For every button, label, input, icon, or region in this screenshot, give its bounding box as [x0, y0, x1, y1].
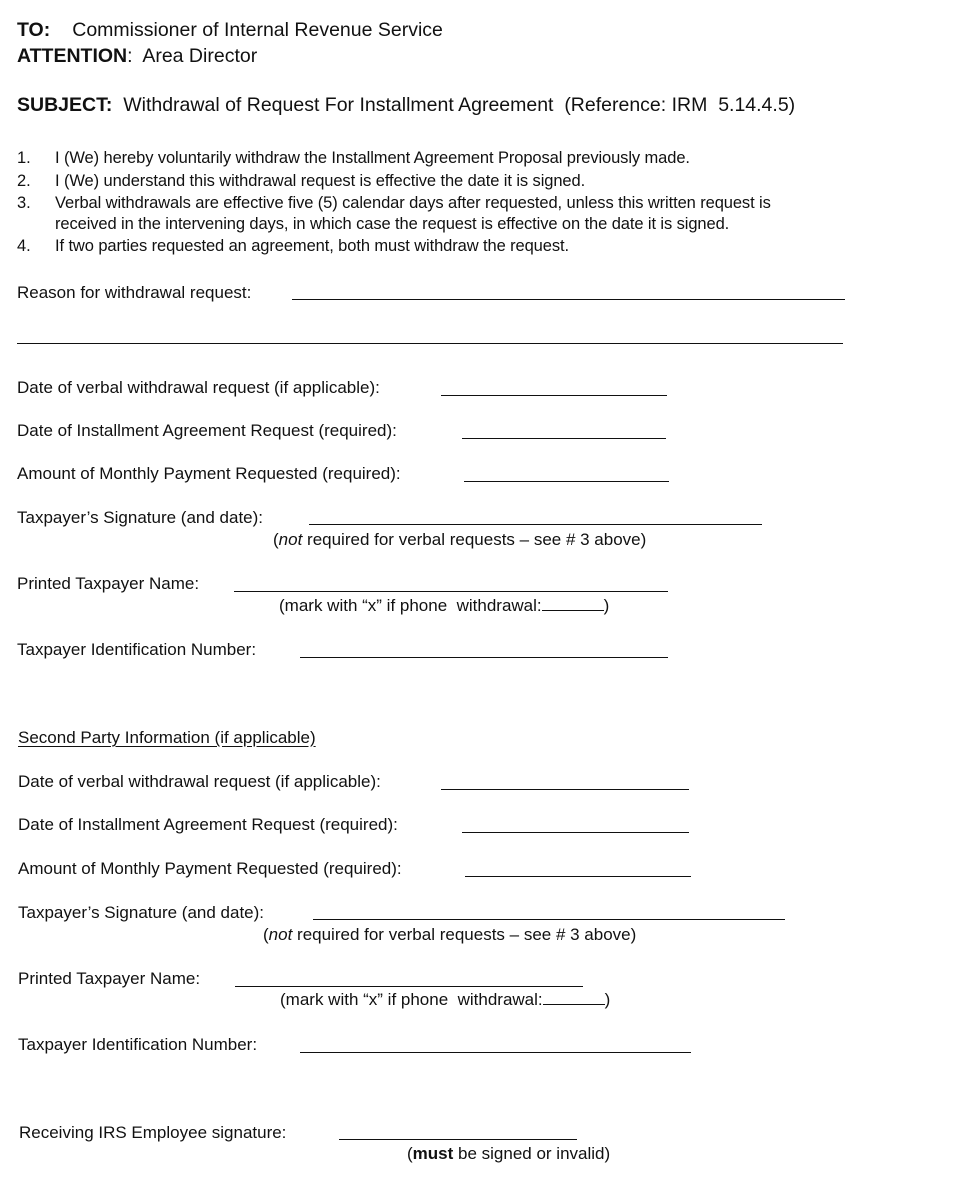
second-tin-label: Taxpayer Identification Number: [18, 1035, 258, 1054]
phone-withdrawal-mark-field[interactable] [542, 596, 604, 611]
item-number: 4. [17, 237, 31, 255]
second-printed-name-field[interactable] [235, 986, 583, 987]
note-bold: must [412, 1144, 454, 1163]
verbal-date-field[interactable] [441, 395, 667, 396]
note-text: (mark with “x” if phone withdrawal: [279, 596, 542, 615]
attention-colon: : [127, 45, 133, 67]
second-verbal-date-label: Date of verbal withdrawal request (if applicable): [18, 772, 381, 791]
verbal-date-label: Date of verbal withdrawal request (if applicable): [17, 378, 380, 397]
subject-line [17, 94, 795, 117]
item-text: Verbal withdrawals are effective five (5) calendar days after requested, unless this written request is [55, 194, 771, 212]
second-monthly-amount-field[interactable] [465, 876, 691, 877]
second-signature-note [263, 925, 636, 945]
note-open: ( [273, 530, 279, 549]
signature-note [273, 530, 646, 550]
reason-field-line2[interactable] [17, 343, 843, 344]
attention-label: ATTENTION [17, 45, 128, 67]
signature-field[interactable] [309, 524, 762, 525]
second-signature-field[interactable] [313, 919, 785, 920]
note-rest: required for verbal requests – see # 3 above) [292, 925, 637, 944]
reason-label: Reason for withdrawal request: [17, 283, 252, 302]
monthly-amount-field[interactable] [464, 481, 669, 482]
second-monthly-amount-label: Amount of Monthly Payment Requested (required): [18, 859, 402, 878]
tin-field[interactable] [300, 657, 668, 658]
ia-date-field[interactable] [462, 438, 666, 439]
irs-employee-signature-label: Receiving IRS Employee signature: [19, 1123, 287, 1142]
attention-line [17, 45, 257, 68]
phone-withdrawal-note [279, 596, 609, 616]
second-tin-field[interactable] [300, 1052, 691, 1053]
note-text: (mark with “x” if phone withdrawal: [280, 990, 543, 1009]
note-close: ) [603, 596, 610, 615]
note-rest: required for verbal requests – see # 3 above) [302, 530, 647, 549]
item-text: If two parties requested an agreement, both must withdraw the request. [55, 237, 569, 255]
item-text: I (We) hereby voluntarily withdraw the Installment Agreement Proposal previously made. [55, 149, 690, 167]
note-open: ( [263, 925, 269, 944]
monthly-amount-label: Amount of Monthly Payment Requested (required): [17, 464, 401, 483]
list-item [17, 172, 585, 191]
to-line [17, 19, 443, 42]
second-verbal-date-field[interactable] [441, 789, 689, 790]
second-ia-date-label: Date of Installment Agreement Request (required): [18, 815, 398, 834]
note-close: ) [604, 990, 611, 1009]
irs-employee-signature-field[interactable] [339, 1139, 577, 1140]
list-item [17, 237, 569, 256]
item-number: 2. [17, 172, 31, 190]
printed-name-field[interactable] [234, 591, 668, 592]
reason-field[interactable] [292, 299, 845, 300]
subject-value: Withdrawal of Request For Installment Agreement (Reference: IRM 5.14.4.5) [123, 94, 796, 116]
second-party-heading: Second Party Information (if applicable) [18, 728, 316, 747]
list-item-continuation: received in the intervening days, in which case the request is effective on the date it is signed. [55, 215, 730, 233]
ia-date-label: Date of Installment Agreement Request (required): [17, 421, 397, 440]
item-number: 3. [17, 194, 31, 212]
note-italic: not [278, 530, 303, 549]
irs-employee-note [407, 1144, 610, 1164]
second-ia-date-field[interactable] [462, 832, 689, 833]
item-text: I (We) understand this withdrawal request is effective the date it is signed. [55, 172, 586, 190]
item-number: 1. [17, 149, 31, 167]
signature-label: Taxpayer’s Signature (and date): [17, 508, 264, 527]
note-rest: be signed or invalid) [453, 1144, 611, 1163]
second-phone-withdrawal-note [280, 990, 610, 1010]
subject-label: SUBJECT: [17, 94, 113, 116]
printed-name-label: Printed Taxpayer Name: [17, 574, 200, 593]
tin-label: Taxpayer Identification Number: [17, 640, 257, 659]
to-value: Commissioner of Internal Revenue Service [72, 19, 443, 41]
list-item [17, 194, 771, 213]
second-signature-label: Taxpayer’s Signature (and date): [18, 903, 265, 922]
to-label: TO: [17, 19, 51, 41]
attention-value: Area Director [142, 45, 258, 67]
note-open: ( [407, 1144, 413, 1163]
note-italic: not [268, 925, 293, 944]
second-phone-withdrawal-mark-field[interactable] [543, 990, 605, 1005]
second-printed-name-label: Printed Taxpayer Name: [18, 969, 201, 988]
list-item [17, 149, 690, 168]
